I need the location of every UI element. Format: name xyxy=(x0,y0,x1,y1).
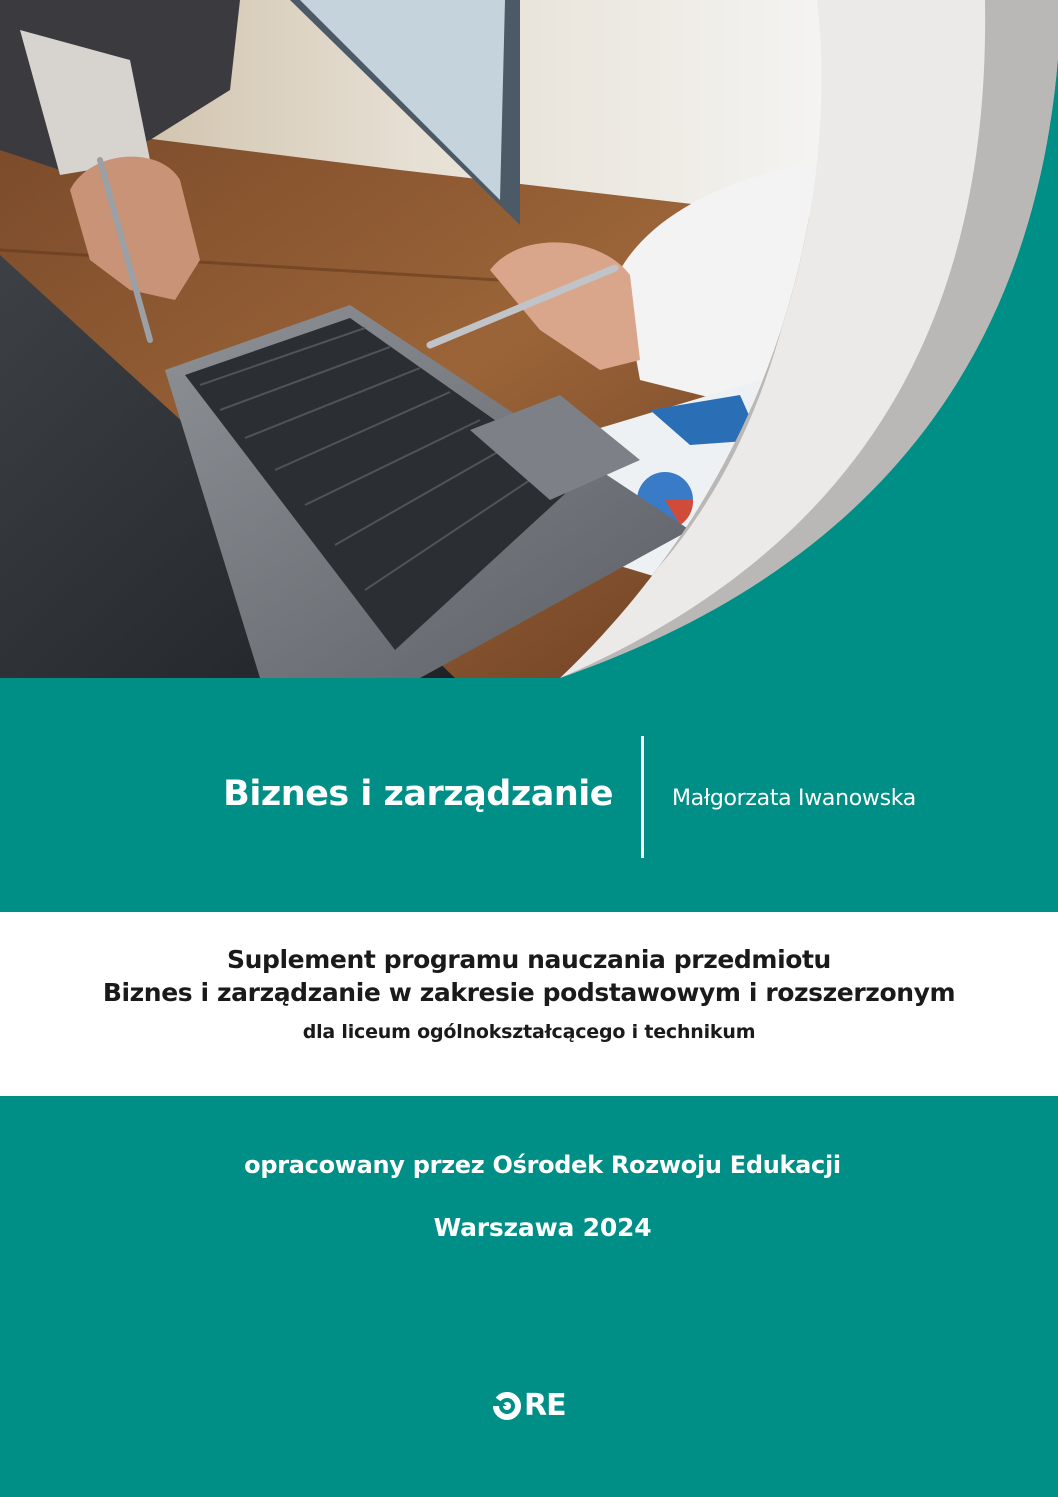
business-meeting-laptop-photo-icon xyxy=(0,0,1058,678)
place-year: Warszawa 2024 xyxy=(433,1213,652,1242)
cover-photo xyxy=(0,0,1058,678)
title-divider xyxy=(641,736,644,858)
title-block xyxy=(0,678,1058,912)
ore-logo xyxy=(492,1386,566,1426)
publisher-line: opracowany przez Ośrodek Rozwoju Edukacji xyxy=(244,1151,841,1179)
author-name: Małgorzata Iwanowska xyxy=(672,786,916,811)
ore-logo-text: RE xyxy=(524,1388,566,1423)
ore-ring-icon xyxy=(492,1391,522,1421)
subtitle-line-1: Suplement programu nauczania przedmiotu xyxy=(227,945,831,974)
subtitle-line-3: dla liceum ogólnokształcącego i technikum xyxy=(302,1021,756,1043)
subtitle-line-2: Biznes i zarządzanie w zakresie podstawowym i rozszerzonym xyxy=(102,978,956,1007)
publisher-block xyxy=(0,1096,1058,1497)
subtitle-band xyxy=(0,912,1058,1096)
subject-title: Biznes i zarządzanie xyxy=(223,774,613,814)
